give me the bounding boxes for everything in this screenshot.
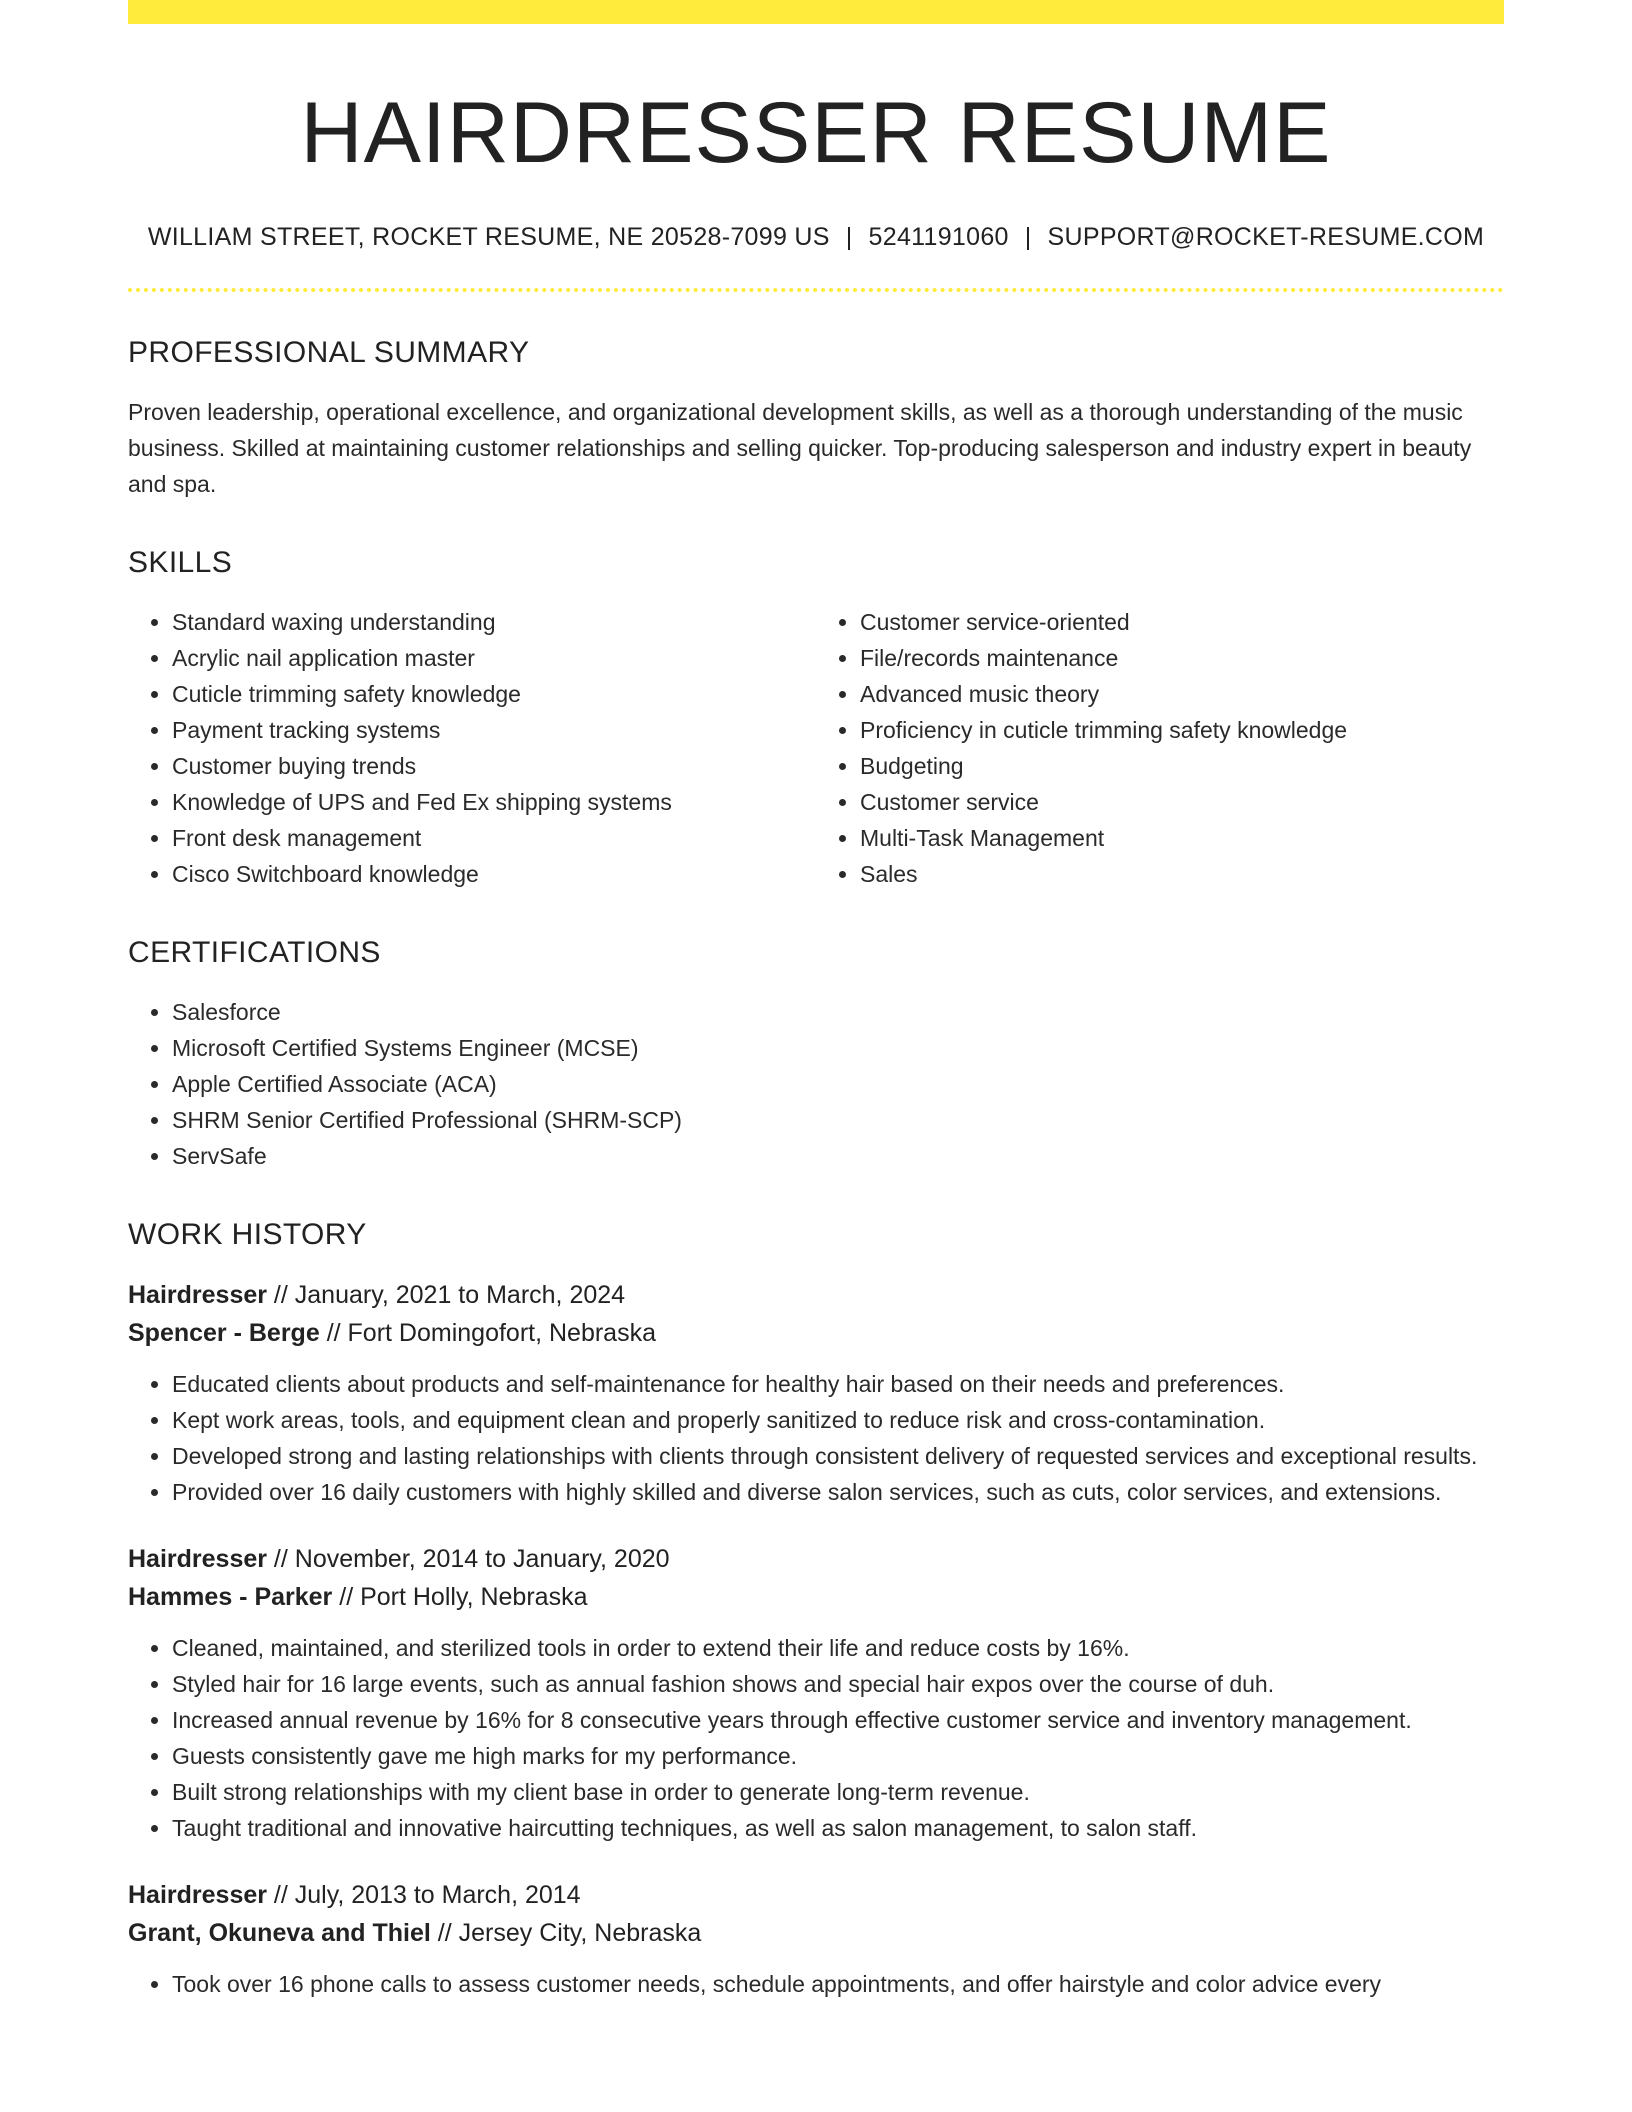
job-company-line: [128, 1314, 1504, 1352]
contact-separator: |: [1024, 222, 1032, 251]
summary-section: [128, 336, 1504, 502]
contact-phone: 5241191060: [868, 222, 1009, 251]
job-title: Hairdresser: [128, 1280, 267, 1309]
contact-address: WILLIAM STREET, ROCKET RESUME, NE 20528-7099 US: [147, 222, 830, 251]
job-entry: [128, 1540, 1504, 1846]
skills-columns: [128, 604, 1504, 892]
certifications-list: [128, 994, 1504, 1174]
skill-item: • Knowledge of UPS and Fed Ex shipping systems: [172, 784, 816, 820]
job-location: // Jersey City, Nebraska: [430, 1918, 702, 1947]
work-history-heading: WORK HISTORY: [128, 1217, 367, 1251]
certifications-section: [128, 936, 1504, 1174]
job-entry: [128, 1276, 1504, 1510]
certifications-heading: CERTIFICATIONS: [128, 935, 381, 969]
job-company: Spencer - Berge: [128, 1318, 320, 1347]
job-dates: // November, 2014 to January, 2020: [266, 1544, 670, 1573]
resume-page: [128, 0, 1504, 2032]
resume-title: HAIRDRESSER RESUME: [300, 85, 1332, 181]
summary-heading: PROFESSIONAL SUMMARY: [128, 335, 530, 369]
job-bullet: • Styled hair for 16 large events, such as annual fashion shows and special hair expos over the course of duh.: [172, 1666, 1504, 1702]
skill-item: • Advanced music theory: [860, 676, 1504, 712]
skill-item: • Sales: [860, 856, 1504, 892]
job-bullet: • Provided over 16 daily customers with highly skilled and diverse salon services, such as cuts, color services, and extensions.: [172, 1474, 1504, 1510]
skill-item: • Acrylic nail application master: [172, 640, 816, 676]
contact-line: [128, 223, 1504, 252]
skill-item: • Customer service: [860, 784, 1504, 820]
job-bullet: • Guests consistently gave me high marks for my performance.: [172, 1738, 1504, 1774]
job-bullets: [128, 1966, 1504, 2002]
job-bullet: • Increased annual revenue by 16% for 8 consecutive years through effective customer service and inventory management.: [172, 1702, 1504, 1738]
job-bullet: • Taught traditional and innovative haircutting techniques, as well as salon management, to salon staff.: [172, 1810, 1504, 1846]
certification-item: • Microsoft Certified Systems Engineer (MCSE): [172, 1030, 1504, 1066]
job-bullet: • Cleaned, maintained, and sterilized tools in order to extend their life and reduce costs by 16%.: [172, 1630, 1504, 1666]
job-bullets: [128, 1630, 1504, 1846]
job-title: Hairdresser: [128, 1544, 267, 1573]
summary-text: Proven leadership, operational excellence, and organizational development skills, as well as a thorough understanding of the music business. Skilled at maintaining customer relationships and selling quicker. Top-producing salesperson and industry expert in beauty and spa.: [128, 398, 1472, 497]
certification-item: • SHRM Senior Certified Professional (SHRM-SCP): [172, 1102, 1504, 1138]
job-title-line: [128, 1276, 1504, 1314]
job-bullets: [128, 1366, 1504, 1510]
contact-separator: |: [845, 222, 853, 251]
skills-list-left: [128, 604, 816, 892]
skill-item: • Cisco Switchboard knowledge: [172, 856, 816, 892]
top-accent-bar: [128, 0, 1504, 24]
job-company-line: [128, 1914, 1504, 1952]
job-bullet: • Educated clients about products and self-maintenance for healthy hair based on their needs and preferences.: [172, 1366, 1504, 1402]
skill-item: • Standard waxing understanding: [172, 604, 816, 640]
job-title: Hairdresser: [128, 1880, 267, 1909]
skill-item: • Cuticle trimming safety knowledge: [172, 676, 816, 712]
job-title-line: [128, 1540, 1504, 1578]
job-dates: // January, 2021 to March, 2024: [266, 1280, 626, 1309]
dotted-divider: [128, 288, 1504, 292]
skills-heading: SKILLS: [128, 545, 233, 579]
job-bullet: • Built strong relationships with my client base in order to generate long-term revenue.: [172, 1774, 1504, 1810]
job-title-line: [128, 1876, 1504, 1914]
job-dates: // July, 2013 to March, 2014: [266, 1880, 581, 1909]
job-company: Hammes - Parker: [128, 1582, 333, 1611]
certification-item: • ServSafe: [172, 1138, 1504, 1174]
job-location: // Fort Domingofort, Nebraska: [319, 1318, 656, 1347]
job-company-line: [128, 1578, 1504, 1616]
skill-item: • Payment tracking systems: [172, 712, 816, 748]
skill-item: • Proficiency in cuticle trimming safety knowledge: [860, 712, 1504, 748]
skill-item: • File/records maintenance: [860, 640, 1504, 676]
skill-item: • Customer buying trends: [172, 748, 816, 784]
skill-item: • Multi-Task Management: [860, 820, 1504, 856]
job-bullet: • Took over 16 phone calls to assess customer needs, schedule appointments, and offer hairstyle and color advice every: [172, 1966, 1504, 2002]
skill-item: • Customer service-oriented: [860, 604, 1504, 640]
work-history-section: [128, 1218, 1504, 2002]
certification-item: • Salesforce: [172, 994, 1504, 1030]
contact-email: SUPPORT@ROCKET-RESUME.COM: [1047, 222, 1485, 251]
skill-item: • Budgeting: [860, 748, 1504, 784]
skill-item: • Front desk management: [172, 820, 816, 856]
job-entry: [128, 1876, 1504, 2002]
certification-item: • Apple Certified Associate (ACA): [172, 1066, 1504, 1102]
job-location: // Port Holly, Nebraska: [332, 1582, 588, 1611]
job-company: Grant, Okuneva and Thiel: [128, 1918, 431, 1947]
skills-section: [128, 546, 1504, 892]
job-bullet: • Developed strong and lasting relationships with clients through consistent delivery of requested services and exceptional results.: [172, 1438, 1504, 1474]
skills-list-right: [816, 604, 1504, 892]
job-bullet: • Kept work areas, tools, and equipment clean and properly sanitized to reduce risk and cross-contamination.: [172, 1402, 1504, 1438]
